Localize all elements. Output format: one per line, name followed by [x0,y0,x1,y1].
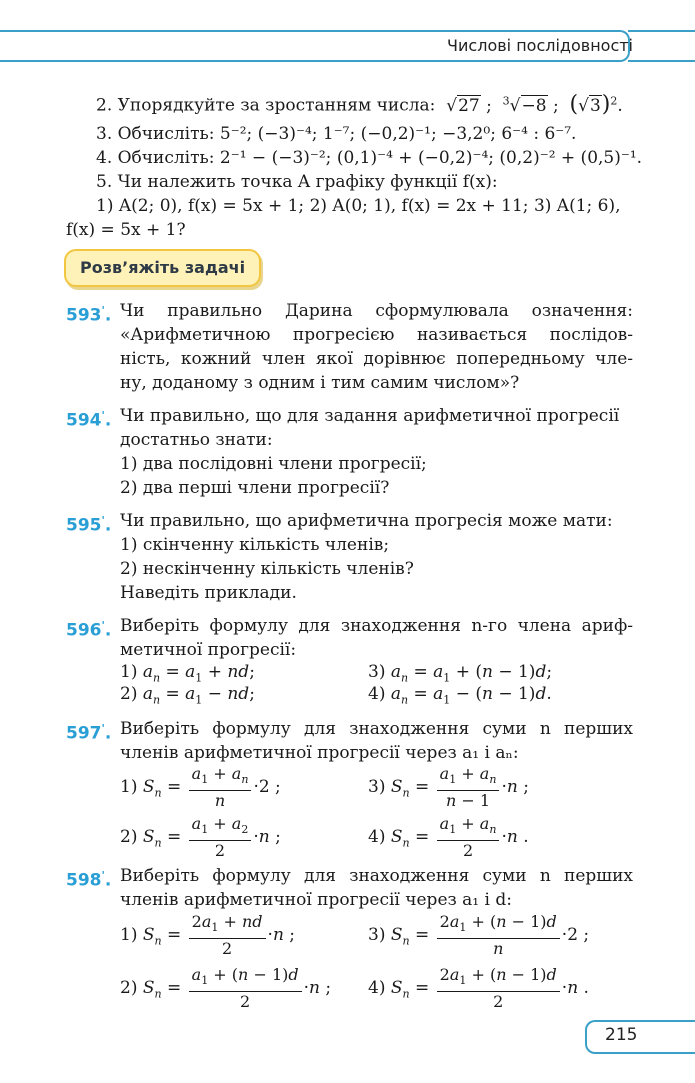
problem-number-598: 598'. [66,869,112,891]
problem-593-line-3: ність, кожний член якої дорівнює попередньому чле- [120,349,633,369]
exercise-5-options: 1) A(2; 0), f(x) = 5x + 1; 2) A(0; 1), f(x) = 2x + 11; 3) A(1; 6), [96,196,621,216]
problem-number-594: 594'. [66,409,112,431]
problem-593-line-2: «Арифметичною прогресією називається послідов- [120,325,633,345]
problem-595-line-1: Чи правильно, що арифметична прогресія може мати: [120,511,613,531]
problem-593-line-1: Чи правильно Дарина сформулювала означення: [120,301,633,321]
formula-596-2: 2) $a_n = a_1$ − nd; [120,684,255,707]
problem-596-line-2: метичної прогресії: [120,640,297,660]
problem-number-593: 593'. [66,304,112,326]
exercise-2-values: √27 ; $^3$√−8 ; $(√3)^2$. [440,91,623,117]
page-number-box [585,1020,695,1054]
header-bar-extension [628,30,695,62]
problem-number-596: 596'. [66,619,112,641]
problem-596-line-1: Виберіть формулу для знаходження n-го члена ариф- [120,616,633,636]
problem-595-line-2: 1) скінченну кількість членів; [120,535,390,555]
formula-598-4: 4) $S_n$ = $\frac{2a_1 + (n - 1)d}{2}$ ·n . [368,965,589,1012]
problem-594-line-4: 2) два перші члени прогресії? [120,478,390,498]
formula-597-1: 1) $S_n$ = $\frac{a_1 + a_n}{n}$ ·2 ; [120,764,281,811]
problem-number-597: 597'. [66,722,112,744]
formula-597-2: 2) $S_n$ = $\frac{a_1 + a_2}{2}$ ·n ; [120,814,281,861]
page-number: 215 [605,1025,638,1045]
formula-598-2: 2) $S_n$ = $\frac{a_1 + (n - 1)d}{2}$ ·n ; [120,965,332,1012]
running-header [0,30,695,60]
problem-594-line-3: 1) два послідовні члени прогресії; [120,454,427,474]
formula-596-1: 1) $a_n = a_1$ + nd; [120,662,255,685]
formula-597-4: 4) $S_n$ = $\frac{a_1 + a_n}{2}$ ·n . [368,814,529,861]
problem-595-line-4: Наведіть приклади. [120,583,297,603]
problem-598-line-1: Виберіть формулу для знаходження суми n перших [120,866,633,886]
exercise-4: 4. Обчисліть: 2⁻¹ − (−3)⁻²; (0,1)⁻⁴ + (−0,2)⁻⁴; (0,2)⁻² + (0,5)⁻¹. [96,148,643,168]
exercise-3: 3. Обчисліть: 5⁻²; (−3)⁻⁴; 1⁻⁷; (−0,2)⁻¹; −3,2⁰; 6⁻⁴ : 6⁻⁷. [96,124,577,144]
problem-593-line-4: ну, доданому з одним і тим самим числом»? [120,373,520,393]
problem-number-595: 595'. [66,514,112,536]
problem-597-line-2: членів арифметичної прогресії через a₁ і aₙ: [120,743,519,763]
header-title: Числові послідовності [447,36,633,55]
exercise-5: 5. Чи належить точка A графіку функції f(x): [96,172,498,192]
problem-595-line-3: 2) нескінченну кількість членів? [120,559,414,579]
section-badge: Розв’яжіть задачі [64,249,261,287]
exercise-2-text: 2. Упорядкуйте за зростанням числа: [96,95,436,116]
formula-598-1: 1) $S_n$ = $\frac{2a_1 + nd}{2}$ ·n ; [120,912,296,959]
formula-597-3: 3) $S_n$ = $\frac{a_1 + a_n}{n - 1}$ ·n ; [368,764,529,811]
problem-598-line-2: членів арифметичної прогресії через a₁ і d: [120,890,512,910]
exercise-2 [96,90,623,117]
formula-596-3: 3) $a_n = a_1 + (n - 1)d$; [368,662,553,685]
problem-594-line-2: достатньо знати: [120,430,273,450]
formula-598-3: 3) $S_n$ = $\frac{2a_1 + (n - 1)d}{n}$ ·2 ; [368,912,590,959]
problem-594-line-1: Чи правильно, що для задання арифметичної прогресії [120,406,620,426]
exercise-5-options-cont: f(x) = 5x + 1? [66,220,186,240]
problem-597-line-1: Виберіть формулу для знаходження суми n перших [120,719,633,739]
formula-596-4: 4) $a_n = a_1 - (n - 1)d$. [368,684,552,707]
